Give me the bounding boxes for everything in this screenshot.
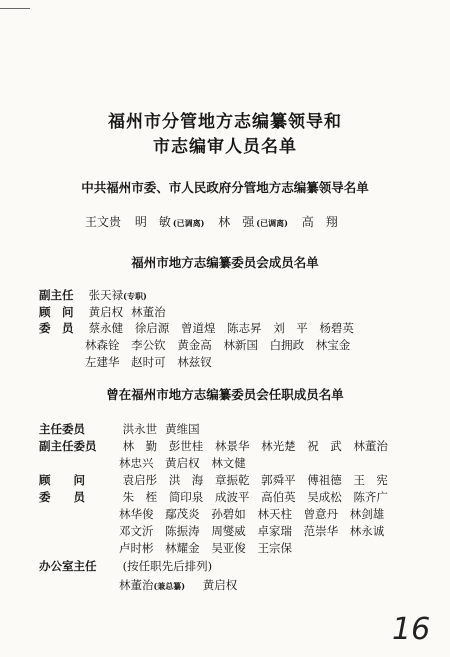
section2-vice-row bbox=[39, 287, 155, 303]
leader-name: 高 翔 bbox=[301, 215, 338, 229]
member-name: 左建华 bbox=[85, 355, 120, 369]
member-name: 林耀金 bbox=[165, 541, 200, 555]
member-name: 朱 桎 bbox=[122, 490, 158, 504]
member-name: 张天禄 bbox=[88, 288, 124, 302]
member-name: 洪永世 bbox=[122, 422, 158, 436]
member-name: 李公钦 bbox=[131, 338, 166, 352]
member-name: 徐启源 bbox=[134, 321, 170, 335]
member-name: 鄢茂炎 bbox=[165, 507, 200, 521]
member-name: 赵时可 bbox=[131, 355, 166, 369]
office-director-label: 办公室主任 bbox=[39, 559, 97, 573]
section1-heading: 中共福州市委、市人民政府分管地方志编纂领导名单 bbox=[81, 180, 369, 195]
section3-member-row bbox=[39, 489, 396, 505]
section3-member-row bbox=[119, 506, 392, 522]
member-name: 林剑雄 bbox=[349, 507, 385, 521]
member-name: 曾意丹 bbox=[303, 507, 339, 521]
section3-advisor-row bbox=[39, 472, 396, 488]
vice-director-label: 副主任 bbox=[39, 288, 74, 302]
section3-heading: 曾在福州市地方志编纂委员会任职成员名单 bbox=[106, 387, 344, 402]
member-name: 吴成松 bbox=[307, 490, 342, 504]
section2-advisor-row bbox=[39, 304, 174, 320]
section3-office-names bbox=[119, 577, 245, 593]
member-name: 袁启彤 bbox=[122, 473, 158, 487]
section3-office-row bbox=[39, 558, 220, 574]
member-name: 王 宪 bbox=[353, 473, 388, 487]
advisor-label: 顾 问 bbox=[39, 305, 74, 319]
member-name: 黄金高 bbox=[177, 338, 212, 352]
member-name: 成波平 bbox=[214, 490, 250, 504]
page-title-line2: 市志编审人员名单 bbox=[153, 137, 297, 157]
member-name: 刘 平 bbox=[273, 321, 308, 335]
member-name: 林董治 bbox=[353, 439, 388, 453]
member-name: 傅祖德 bbox=[307, 473, 342, 487]
leader-name: 林 强 bbox=[218, 215, 255, 229]
member-name: 简印泉 bbox=[168, 490, 204, 504]
section3-vice-row bbox=[119, 455, 254, 471]
member-name: 吴亚俊 bbox=[211, 541, 246, 555]
page-number: 16 bbox=[392, 612, 431, 647]
member-name: 白拥政 bbox=[269, 338, 305, 352]
page-title-line1: 福州市分管地方志编纂领导和 bbox=[108, 112, 342, 132]
advisor-label: 顾 问 bbox=[39, 473, 85, 487]
member-name: 黄启权 bbox=[165, 456, 200, 470]
office-name-note: (兼总纂) bbox=[153, 581, 186, 591]
member-name: 林华俊 bbox=[119, 507, 154, 521]
member-name: 黄启权 bbox=[202, 578, 238, 592]
member-name: 郭舜平 bbox=[261, 473, 296, 487]
member-name: 章振乾 bbox=[214, 473, 250, 487]
member-name: 林光楚 bbox=[261, 439, 296, 453]
member-name: 林永诚 bbox=[349, 524, 385, 538]
member-name: 林文健 bbox=[211, 456, 246, 470]
scan-edge-line bbox=[0, 8, 30, 9]
member-name: 高伯英 bbox=[261, 490, 296, 504]
member-name: 王宗保 bbox=[257, 541, 292, 555]
member-name: 林兹钗 bbox=[177, 355, 212, 369]
member-name: 祝 武 bbox=[307, 439, 342, 453]
member-name: 周燮威 bbox=[211, 524, 246, 538]
member-name: 林忠兴 bbox=[119, 456, 154, 470]
member-name: 卓家瑞 bbox=[257, 524, 292, 538]
section2-member-row bbox=[39, 320, 362, 336]
member-name: 陈齐广 bbox=[353, 490, 388, 504]
section3-vice-row bbox=[39, 438, 396, 454]
member-name: 林新国 bbox=[223, 338, 258, 352]
section3-director-row bbox=[39, 421, 208, 437]
vice-director-label: 副主任委员 bbox=[39, 439, 97, 453]
member-name: 曾道煌 bbox=[180, 321, 216, 335]
member-name: 陈志昇 bbox=[227, 321, 262, 335]
leader-name: 明 敏 bbox=[134, 215, 171, 229]
member-name: 黄启权 bbox=[88, 305, 124, 319]
member-name: 林天柱 bbox=[257, 507, 292, 521]
section1-names bbox=[85, 213, 348, 230]
member-name: 洪 海 bbox=[168, 473, 204, 487]
section2-heading: 福州市地方志编纂委员会成员名单 bbox=[131, 255, 319, 270]
member-label: 委 员 bbox=[39, 490, 85, 504]
member-name: 林 勤 bbox=[122, 439, 158, 453]
member-label: 委 员 bbox=[39, 321, 74, 335]
member-name: 杨碧英 bbox=[319, 321, 354, 335]
member-name: 林景华 bbox=[214, 439, 250, 453]
leader-note: (已调离) bbox=[172, 218, 205, 228]
section3-member-row bbox=[119, 523, 392, 539]
leader-note: (已调离) bbox=[256, 218, 288, 228]
section2-member-row bbox=[85, 354, 220, 370]
member-name: 林董治 bbox=[131, 305, 166, 319]
member-name: 林董治 bbox=[119, 578, 154, 592]
director-label: 主任委员 bbox=[39, 422, 85, 436]
member-name: 邓文沂 bbox=[119, 524, 154, 538]
member-name: 林森铨 bbox=[85, 338, 120, 352]
member-name: 孙碧如 bbox=[211, 507, 246, 521]
member-name: 林宝金 bbox=[315, 338, 351, 352]
member-name: 范崇华 bbox=[303, 524, 339, 538]
leader-name: 王文贵 bbox=[85, 215, 122, 229]
section2-member-row bbox=[85, 337, 358, 353]
member-name: 黄维国 bbox=[165, 422, 200, 436]
member-name: 彭世桂 bbox=[168, 439, 204, 453]
ordering-note: (按任职先后排列) bbox=[122, 559, 213, 573]
vice-note: (专职) bbox=[123, 291, 147, 301]
member-name: 陈振涛 bbox=[165, 524, 200, 538]
section3-member-row bbox=[119, 540, 300, 556]
member-name: 卢时彬 bbox=[119, 541, 154, 555]
member-name: 蔡永健 bbox=[88, 321, 124, 335]
